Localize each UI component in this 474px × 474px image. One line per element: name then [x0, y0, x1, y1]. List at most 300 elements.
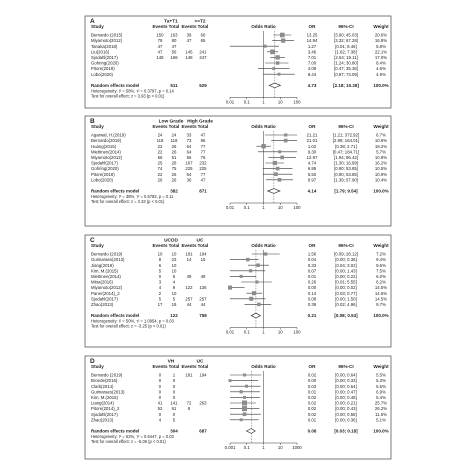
panel-b-study-label: Pitore(2018): [91, 171, 115, 177]
panel-d-or-box: [243, 412, 247, 416]
panel-a-total1: 47: [171, 43, 177, 49]
panel-c-events1: 4: [158, 285, 162, 291]
panel-d-or-box: [242, 406, 247, 411]
panel-d-study-label: Bernardo (2019): [91, 372, 123, 378]
panel-c-x-tick-label: 10: [277, 329, 283, 335]
panel-c-or-box: [249, 269, 252, 272]
panel-a-header-weight: Weight: [373, 24, 389, 29]
panel-d-header-plot: Odds Ratio: [251, 364, 276, 369]
panel-c-events2: 181: [185, 251, 193, 257]
panel-d-x-tick-label: 0.001: [224, 445, 236, 450]
panel-b-total1: 51: [171, 155, 177, 160]
panel-b-weight-value: 6.7%: [376, 132, 386, 138]
panel-a-weight-value: 16.8%: [374, 38, 388, 44]
panel-b-heterogeneity: Heterogeneity: I² = 38%, τ² = 0.5783, p = 0.11: [91, 194, 174, 199]
panel-b-ci-value: [2.89; 164.01]: [332, 138, 360, 144]
panel-a-header-plot: Odds Ratio: [251, 24, 276, 29]
panel-a-total2: 65: [200, 38, 206, 44]
panel-d-study-label: Sjodahl(2017): [91, 411, 118, 417]
panel-d-total1: 0: [172, 389, 176, 395]
panel-d-total1: 141: [170, 400, 178, 406]
panel-b-events2: 56: [186, 155, 192, 160]
panel-c-weight-value: 6.2%: [376, 279, 386, 285]
panel-b-or-box: [276, 167, 280, 171]
panel-d-heterogeneity: Heterogeneity: I² = 52%, τ² = 0.6447, p = 0.03: [91, 434, 174, 439]
panel-b-events1: 22: [157, 143, 163, 149]
panel-c-or-box: [264, 252, 267, 255]
panel-a-pooled-ci: [2.18; 10.28]: [333, 83, 359, 88]
panel-b-events1: 26: [157, 177, 163, 183]
panel-c-study-label: Paner(2014)_2: [91, 290, 120, 296]
panel-c-events1: 5: [158, 268, 162, 274]
panel-c-ci-value: [0.00; 0.36]: [335, 257, 357, 263]
panel-c-or-box: [246, 258, 249, 261]
panel-a-events2: 47: [186, 38, 192, 44]
panel-c-study-label: Jiang(2019): [91, 262, 114, 268]
panel-b-weight-value: 18.2%: [374, 143, 388, 149]
panel-a-total2: 247: [199, 55, 207, 60]
panel-b-or-box: [280, 156, 284, 160]
panel-d-total2: 263: [199, 400, 207, 406]
panel-a-or-value: 7.00: [307, 60, 317, 66]
panel-c-overall-test: Test for overall effect: z = -3.25 (p < 0.01): [91, 323, 166, 329]
panel-c-total1: 23: [171, 257, 177, 263]
panel-d-group1-label: VH: [167, 359, 175, 365]
panel-b-or-value: 8.97: [307, 177, 317, 183]
panel-a-study-label: Gohring(2020): [91, 60, 119, 66]
panel-b-total2: 47: [200, 132, 206, 138]
panel-d-or-value: 0.02: [307, 406, 317, 412]
panel-c-header-or: OR: [308, 243, 316, 248]
panel-d-pooled-weight: 100.0%: [373, 428, 389, 434]
panel-d-weight-value: 26.2%: [374, 406, 388, 412]
panel-b-or-box: [284, 139, 288, 143]
panel-d-events1: 0: [158, 372, 162, 378]
panel-b-ci-value: [1.30; 16.99]: [334, 160, 358, 166]
panel-c-header-study: Study: [91, 243, 104, 248]
panel-c-or-value: 0.00: [307, 285, 317, 291]
panel-d-header-events1: Events: [152, 364, 168, 369]
panel-b-or-value: 21.21: [306, 132, 318, 138]
panel-b-header-total1: Total: [168, 124, 180, 129]
panel-a-or-box: [264, 45, 267, 48]
panel-d-events1: 4: [158, 417, 162, 423]
panel-a-or-box: [272, 67, 275, 70]
panel-c-total2: 194: [199, 251, 207, 257]
panel-d-pooled-total2: 687: [199, 428, 207, 434]
panel-b-or-value: 9.30: [307, 149, 317, 155]
panel-b-total2: 77: [200, 143, 206, 149]
panel-a-group1-label: Ta+T1: [164, 19, 178, 25]
panel-d-x-tick-label: 0.1: [243, 445, 250, 450]
panel-a-header-ci: 95%-CI: [338, 24, 354, 29]
panel-b-ci-value: [0.47; 184.71]: [332, 149, 360, 155]
panel-c-events1: 2: [158, 290, 162, 296]
panel-d-weight-value: 5.5%: [376, 383, 386, 389]
panel-d-study-label: Zhao(2013): [91, 417, 114, 423]
panel-c-group2-label: UC: [196, 238, 204, 244]
panel-d-study-label: Broede(2016): [91, 378, 118, 384]
panel-a-or-box: [280, 33, 285, 38]
panel-d-or-box: [229, 379, 232, 382]
panel-a-study-label: Lobo(2020): [91, 71, 113, 77]
panel-d-header-study: Study: [91, 364, 104, 369]
panel-d-study-label: Liang(2014): [91, 400, 114, 406]
panel-c-study-label: Bernardo (2019): [91, 251, 123, 257]
panel-a-events1: 47: [157, 43, 163, 49]
panel-b-events1: 56: [157, 155, 163, 160]
panel-b-ci-value: [1.21; 372.92]: [332, 132, 360, 138]
panel-d-ci-value: [0.00; 0.33]: [335, 378, 357, 384]
panel-b-events2: 64: [186, 149, 192, 155]
panel-c-weight-value: 9.6%: [376, 262, 386, 268]
panel-c-events1: 10: [157, 251, 163, 257]
panel-c-total1: 10: [171, 290, 177, 296]
panel-b-total1: 75: [171, 166, 177, 172]
panel-b-events1: 25: [157, 160, 163, 166]
panel-d-total1: 0: [172, 411, 176, 417]
panel-c-or-value: 0.04: [307, 257, 317, 263]
panel-d-weight-value: 6.9%: [376, 389, 386, 395]
panel-a-header-events1: Events: [152, 24, 168, 29]
panel-c-ci-value: [0.04; 3.02]: [335, 262, 357, 268]
panel-c-ci-value: [0.00; 0.22]: [335, 274, 357, 279]
panel-c-pooled-total1: 122: [170, 313, 178, 319]
panel-b-ci-value: [0.90; 53.85]: [334, 171, 358, 177]
panel-c-or-box: [228, 286, 232, 290]
panel-b-header-ci: 95%-CI: [338, 124, 354, 129]
panel-b-ci-value: [1.39; 57.90]: [334, 177, 358, 183]
panel-c-study-label: Kim, M.(2015): [91, 268, 118, 274]
panel-c-total2: 136: [199, 285, 207, 291]
panel-d-or-box: [245, 385, 248, 388]
panel-d-pooled-total1: 304: [170, 428, 178, 434]
panel-c-pooled-weight: 100.0%: [373, 313, 389, 319]
panel-b-study-label: Huang(2015): [91, 143, 117, 149]
panel-b-weight-value: 10.5%: [374, 166, 388, 172]
panel-a-weight-value: 8.4%: [376, 60, 386, 66]
panel-d-group2-label: UC: [196, 359, 204, 365]
panel-c-or-box: [255, 280, 258, 283]
panel-b-events2: 64: [186, 171, 192, 177]
panel-a-header-or: OR: [308, 24, 316, 29]
panel-c-weight-value: 14.5%: [374, 285, 388, 291]
panel-d-total1: 0: [172, 395, 176, 400]
panel-b-or-box: [261, 144, 265, 148]
panel-c-ci-value: [0.02; 4.96]: [335, 302, 357, 307]
panel-b-header-events2: Events: [181, 124, 197, 129]
panel-b-total1: 28: [171, 160, 177, 166]
panel-b-or-value: 6.95: [307, 166, 317, 172]
panel-c-weight-value: 9.7%: [376, 302, 386, 307]
panel-d-events1: 0: [158, 389, 162, 395]
panel-c-total1: 9: [172, 285, 176, 291]
panel-c-pooled-total2: 758: [199, 313, 207, 319]
panel-d-or-box: [243, 374, 246, 377]
panel-b-study-label: Lobo(2020): [91, 177, 113, 183]
panel-a-x-tick-label: 100: [293, 99, 301, 105]
panel-d-study-label: Pitore(2014)_2: [91, 406, 120, 412]
panel-c-or-value: 0.08: [307, 296, 317, 302]
panel-d-header-weight: Weight: [373, 364, 389, 369]
panel-a-overall-test: Test for overall effect: z = 3.93 (p < 0.01): [91, 93, 165, 99]
panel-a-ci-value: [0.47; 35.36]: [334, 66, 358, 72]
panel-b-x-tick-label: 10: [277, 205, 283, 210]
panel-b-events2: 167: [185, 160, 193, 166]
panel-c-total2: 49: [200, 274, 206, 279]
panel-b-study-label: Bernardo(2019): [91, 138, 122, 144]
panel-a-or-value: 1.27: [307, 43, 317, 49]
panel-c-or-box: [256, 263, 260, 267]
panel-b-pooled-weight: 100.0%: [373, 188, 389, 194]
panel-a-or-box: [270, 49, 275, 54]
panel-c-pooled-label: Random effects model: [91, 313, 140, 319]
panel-d-or-box: [240, 418, 243, 421]
panel-c-study-label: Guimaraes(2013): [91, 257, 125, 263]
panel-d-total1: 0: [172, 378, 176, 384]
panel-b-total2: 77: [200, 171, 206, 177]
panel-a-letter: A: [90, 18, 95, 25]
panel-a-header-total2: Total: [197, 24, 209, 29]
panel-b-weight-value: 10.4%: [374, 177, 388, 183]
panel-a-or-box: [276, 55, 280, 59]
panel-b-study-label: Gohring(2020): [91, 166, 119, 172]
panel-c-group1-label: UCDD: [164, 238, 178, 244]
panel-c-ci-value: [0.01; 5.55]: [335, 279, 357, 285]
panel-a-group2-label: >=T2: [194, 19, 206, 25]
panel-c-events1: 0: [158, 274, 162, 279]
panel-b-total1: 26: [171, 177, 177, 183]
panel-b-events2: 64: [186, 143, 192, 149]
panel-d-pooled-ci: [0.03; 0.18]: [334, 428, 358, 434]
panel-a-weight-value: 5.8%: [376, 43, 386, 49]
panel-d-events1: 52: [157, 406, 163, 412]
panel-b-or-box: [278, 150, 281, 153]
panel-d-events2: 8: [187, 406, 191, 412]
panel-d-total1: 1: [172, 372, 176, 378]
panel-d-ci-value: [0.00; 0.21]: [335, 400, 357, 406]
panel-d-ci-value: [0.00; 0.64]: [335, 372, 357, 378]
panel-a-weight-value: 4.9%: [376, 71, 386, 77]
panel-d-ci-value: [0.00; 0.58]: [335, 411, 357, 417]
panel-d-or-box: [240, 390, 243, 393]
panel-d-or-box: [243, 396, 246, 399]
panel-b-total1: 26: [171, 149, 177, 155]
panel-d-events2: 181: [185, 372, 193, 378]
panel-c-study-label: Sjodahl(2017): [91, 296, 118, 302]
panel-a-or-value: 3.46: [307, 49, 317, 55]
panel-b-header-or: OR: [308, 124, 316, 129]
panel-c-events2: 14: [186, 257, 192, 263]
panel-a-pooled-label: Random effects model: [91, 83, 140, 88]
panel-a-heterogeneity: Heterogeneity: I² = 58%, τ² = 0.3797, p = 0.14: [91, 88, 174, 94]
panel-a-events2: 145: [185, 49, 193, 55]
panel-c-ci-value: [0.00; 1.43]: [335, 268, 357, 274]
panel-d-ci-value: [0.00; 0.43]: [335, 406, 357, 412]
panel-d-pooled-or: 0.08: [307, 428, 317, 434]
panel-c-events1: 3: [158, 279, 162, 285]
panel-a-x-tick-label: 10: [277, 99, 283, 105]
panel-b-events2: 36: [186, 177, 192, 183]
panel-b-total2: 47: [200, 177, 206, 183]
panel-b-events1: 74: [157, 166, 163, 172]
panel-a-or-box: [278, 73, 281, 76]
panel-c-events2: 44: [186, 302, 192, 307]
panel-b-total1: 26: [171, 171, 177, 177]
panel-b-overall-test: Test for overall effect: z = 3.33 (p < 0.01): [91, 199, 165, 204]
panel-a-total2: 241: [199, 49, 207, 55]
panel-c-total1: 10: [171, 268, 177, 274]
panel-b-total2: 232: [199, 160, 207, 166]
panel-d-ci-value: [0.00; 0.54]: [335, 383, 357, 389]
panel-d-or-value: 0.01: [307, 389, 317, 395]
panel-b-group2-label: High Grade: [187, 119, 213, 125]
panel-c-or-value: 0.39: [307, 302, 317, 307]
panel-b-or-box: [273, 161, 277, 165]
panel-d-overall-test: Test for overall effect: z = -5.06 (p < 0.01): [91, 439, 166, 444]
panel-b-or-value: 4.74: [307, 160, 317, 166]
panel-d-header-events2: Events: [181, 364, 197, 369]
panel-a-ci-value: [2.54; 19.11]: [334, 55, 358, 60]
panel-c-total1: 18: [171, 302, 177, 307]
panel-c-header-total1: Total: [168, 243, 180, 248]
panel-b-header-weight: Weight: [373, 124, 389, 129]
panel-a-study-label: Liu(2016): [91, 49, 110, 55]
panel-d-x-tick-label: 1000: [292, 445, 302, 450]
panel-c-heterogeneity: Heterogeneity: I² = 50%, τ² = 1.0954, p = 0.03: [91, 318, 174, 324]
panel-b-pooled-total2: 871: [199, 188, 207, 194]
panel-c-study-label: Miettinen(2014): [91, 274, 121, 279]
panel-c-or-box: [240, 275, 243, 278]
panel-d-events2: 72: [186, 400, 192, 406]
panel-a-header-total1: Total: [168, 24, 180, 29]
panel-a-pooled-total2: 529: [199, 83, 207, 88]
panel-c-study-label: Mitra(2016): [91, 279, 113, 285]
panel-c-or-value: 0.01: [307, 274, 317, 279]
panel-b-events1: 22: [157, 149, 163, 155]
panel-c-weight-value: 14.5%: [374, 296, 388, 302]
panel-b-or-value: 1.02: [307, 143, 317, 149]
panel-a-ci-value: [1.62; 7.38]: [335, 49, 357, 55]
panel-b-weight-value: 16.2%: [374, 160, 388, 166]
panel-d-total1: 61: [171, 406, 177, 412]
panel-b-header-study: Study: [91, 124, 104, 129]
panel-c-weight-value: 14.5%: [374, 290, 388, 296]
panel-b-header-plot: Odds Ratio: [251, 124, 276, 129]
panel-b-events1: 22: [157, 171, 163, 177]
panel-b-header-total2: Total: [197, 124, 209, 129]
panel-c-or-box: [249, 297, 253, 301]
panel-b-ci-value: [0.38; 2.71]: [335, 143, 357, 149]
panel-a-study-label: Tanaka(2018): [91, 43, 118, 49]
panel-a-weight-value: 17.0%: [374, 55, 388, 60]
panel-a-total1: 169: [170, 55, 178, 60]
panel-c-total2: 15: [200, 257, 206, 263]
panel-b-or-box: [274, 172, 278, 176]
panel-c-events2: 257: [185, 296, 193, 302]
panel-d-ci-value: [0.00; 0.47]: [335, 389, 357, 395]
panel-b-total1: 26: [171, 143, 177, 149]
panel-a-ci-value: [3.32; 67.28]: [334, 38, 358, 44]
panel-a-pooled-or: 4.73: [307, 83, 317, 88]
panel-b-total2: 76: [200, 155, 206, 160]
panel-a-study-label: Pitore(2018): [91, 66, 115, 72]
panel-b-total2: 225: [199, 166, 207, 172]
panel-b-events2: 73: [186, 138, 192, 144]
panel-b-weight-value: 5.7%: [376, 149, 386, 155]
panel-c-ci-value: [0.03; 0.77]: [335, 290, 357, 296]
panel-c-weight-value: 7.5%: [376, 268, 386, 274]
panel-a-or-value: 8.44: [307, 71, 317, 77]
panel-d-header-or: OR: [308, 364, 316, 369]
panel-c-header-total2: Total: [197, 243, 209, 248]
panel-a-or-value: 4.08: [307, 66, 317, 72]
panel-a-events1: 47: [157, 49, 163, 55]
panel-a-or-value: 13.25: [306, 32, 318, 38]
panel-c-events1: 6: [158, 262, 162, 268]
panel-c-x-tick-label: 100: [293, 329, 301, 335]
panel-c-letter: C: [90, 237, 95, 244]
panel-c-weight-value: 9.4%: [376, 257, 386, 263]
panel-d-header-total1: Total: [168, 364, 180, 369]
panel-b-header-events1: Events: [152, 124, 168, 129]
panel-d-header-ci: 95%-CI: [338, 364, 354, 369]
panel-c-pooled-ci: [0.08; 0.53]: [334, 313, 358, 319]
panel-a-ci-value: [0.97; 73.09]: [334, 71, 358, 77]
panel-d-study-label: Kim, M.(2015): [91, 395, 118, 400]
panel-c-ci-value: [0.00; 0.02]: [335, 285, 357, 291]
panel-b-weight-value: 10.8%: [374, 155, 388, 160]
panel-d-or-value: 0.00: [307, 378, 317, 384]
panel-b-total2: 77: [200, 149, 206, 155]
panel-a-events1: 78: [157, 38, 163, 44]
panel-b-study-label: Agarwal, H.(2019): [91, 132, 126, 138]
panel-c-x-tick-label: 0.01: [225, 329, 235, 335]
panel-d-or-value: 0.02: [307, 411, 317, 417]
panel-c-ci-value: [0.09; 28.12]: [334, 251, 358, 257]
panel-d-weight-value: 5.4%: [376, 395, 386, 400]
panel-c-total2: 257: [199, 296, 207, 302]
panel-a-x-tick-label: 1: [262, 99, 265, 105]
panel-c-events1: 8: [158, 257, 162, 263]
panel-a-study-label: Bernardo (2015): [91, 32, 123, 38]
panel-a-weight-value: 22.1%: [374, 49, 388, 55]
panel-a-study-label: Miyamoto(2012): [91, 38, 123, 44]
panel-a-pooled-total1: 511: [170, 83, 178, 88]
panel-c-ci-value: [0.00; 1.50]: [335, 296, 357, 302]
panel-d-or-value: 0.02: [307, 395, 317, 400]
panel-d-events1: 0: [158, 383, 162, 389]
panel-a-total1: 56: [171, 49, 177, 55]
panel-d-or-value: 0.02: [307, 400, 317, 406]
panel-a-header-study: Study: [91, 24, 104, 29]
panel-a-or-value: 7.01: [307, 55, 317, 60]
panel-c-total2: 44: [200, 302, 206, 307]
panel-a-events1: 150: [156, 32, 164, 38]
panel-c-weight-value: 7.2%: [376, 251, 386, 257]
panel-a-or-box: [281, 38, 285, 42]
panel-d-weight-value: 5.1%: [376, 417, 386, 423]
panel-d-header-total2: Total: [197, 364, 209, 369]
panel-b-pooled-or: 4.14: [307, 188, 317, 194]
panel-b-study-label: Sjodahl(2017): [91, 160, 118, 166]
panel-d-total1: 0: [172, 383, 176, 389]
panel-a-weight-value: 4.6%: [376, 66, 386, 72]
panel-b-or-value: 21.01: [306, 138, 318, 144]
panel-a-events2: 148: [185, 55, 193, 60]
panel-a-events1: 148: [156, 55, 164, 60]
panel-b-x-tick-label: 1: [262, 205, 265, 210]
